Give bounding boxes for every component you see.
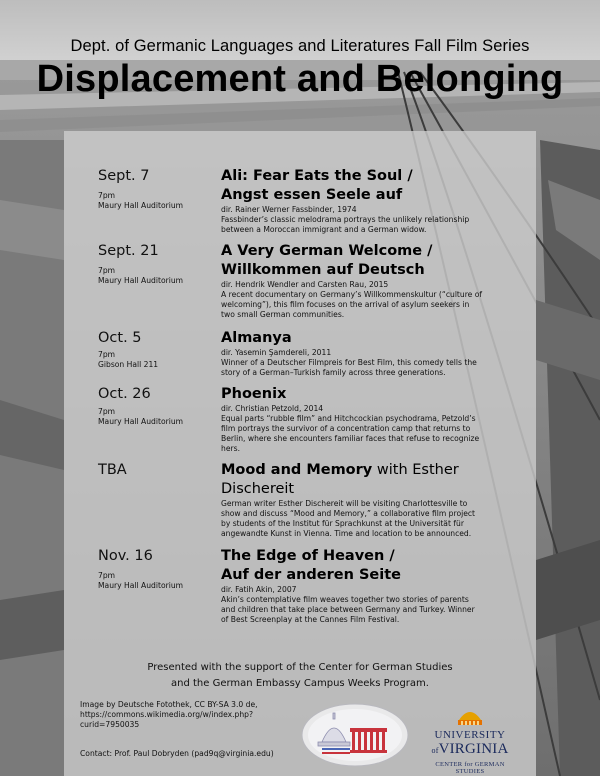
event-time: 7pm [98, 571, 116, 580]
event-time: 7pm [98, 266, 116, 275]
film-description: dir. Fatih Akin, 2007 Akin’s contemplative film weaves together two stories of parents and children that take place between Germany and Turkey. Winner of Best Screenplay at the Cannes Film Festival. [221, 585, 521, 625]
film-title [221, 547, 521, 585]
uva-center-name: CENTER for GERMAN STUDIES [435, 761, 505, 775]
event-venue: Gibson Hall 211 [98, 360, 159, 369]
contact-info: Contact: Prof. Paul Dobryden (pad9q@virginia.edu) [80, 749, 274, 758]
film-title-line2: Auf der anderen Seite [221, 567, 402, 583]
event-date: Sept. 7 [98, 168, 150, 184]
event-time: 7pm [98, 407, 116, 416]
event-venue: Maury Hall Auditorium [98, 276, 184, 285]
event-venue: Maury Hall Auditorium [98, 417, 184, 426]
film-title-line2: Dischereit [221, 481, 295, 497]
film-director: dir. Fatih Akin, 2007 [221, 585, 297, 594]
event-date: Oct. 26 [98, 386, 151, 402]
film-title-rest: with Esther [372, 462, 459, 478]
event-date: Sept. 21 [98, 243, 159, 259]
event-venue: Maury Hall Auditorium [98, 581, 184, 590]
film-title-bold: Mood and Memory [221, 462, 373, 478]
film-director: dir. Hendrik Wendler and Carsten Rau, 2015 [221, 280, 389, 289]
film-title-line1: The Edge of Heaven / [221, 548, 395, 564]
uva-logo [420, 706, 520, 775]
film-director: dir. Christian Petzold, 2014 [221, 404, 324, 413]
film-description: dir. Rainer Werner Fassbinder, 1974 Fassbinder’s classic melodrama portrays the unlikely relationship between a Moroccan immigrant and a German widow. [221, 205, 521, 235]
uva-university: UNIVERSITY [434, 729, 506, 741]
film-title [221, 242, 521, 280]
film-description: dir. Yasemin Şamdereli, 2011 Winner of a Deutscher Filmpreis for Best Film, this comedy tells the story of a German–Turkish family across three generations. [221, 348, 521, 378]
event-venue: Maury Hall Auditorium [98, 201, 184, 210]
film-description: dir. Christian Petzold, 2014 Equal parts “rubble film” and Hitchcockian psychodrama, Petzold’s film portrays the survivor of a concentration camp that returns to Berlin, where she encounters familiar faces that refuse to recognize hers. [221, 404, 521, 454]
film-title-line1: Almanya [221, 330, 292, 346]
film-title [221, 167, 521, 205]
film-description: dir. Hendrik Wendler and Carsten Rau, 2015 A recent documentary on Germany’s Willkommenskultur (“culture of welcoming”), this film focuses on the arrival of asylum seekers in two small German communities. [221, 280, 521, 320]
film-title-line2: Willkommen auf Deutsch [221, 262, 425, 278]
film-title [221, 461, 521, 499]
event-time: 7pm [98, 350, 116, 359]
film-title-line1: Phoenix [221, 386, 287, 402]
series-title: Displacement and Belonging [36, 58, 564, 100]
film-title [221, 329, 521, 348]
series-subtitle: Dept. of Germanic Languages and Literatures Fall Film Series [70, 37, 530, 55]
event-time: 7pm [98, 191, 116, 200]
campus-weeks-emblem-icon [300, 702, 410, 768]
image-credit: Image by Deutsche Fotothek, CC BY-SA 3.0 de, https://commons.wikimedia.org/w/index.php? curid=7950035 [80, 700, 258, 729]
film-director: dir. Rainer Werner Fassbinder, 1974 [221, 205, 357, 214]
rotunda-icon [456, 706, 484, 726]
film-description: German writer Esther Dischereit will be visiting Charlottesville to show and discuss “Mood and Memory,” a collaborative film project by students of the Institut für Sprachkunst at the Universität für angewandte Kunst in Vienna. Time and location to be announced. [221, 499, 476, 538]
event-date: Oct. 5 [98, 330, 142, 346]
film-title-line1: A Very German Welcome / [221, 243, 433, 259]
film-title-line1: Ali: Fear Eats the Soul / [221, 168, 413, 184]
support-note: Presented with the support of the Center for German Studies and the German Embassy Campus Weeks Program. [147, 662, 453, 689]
event-date: TBA [98, 462, 127, 478]
event-date: Nov. 16 [98, 548, 153, 564]
film-title-line2: Angst essen Seele auf [221, 187, 403, 203]
film-title [221, 385, 521, 404]
film-director: dir. Yasemin Şamdereli, 2011 [221, 348, 332, 357]
uva-virginia: ofVIRGINIA [431, 741, 509, 757]
